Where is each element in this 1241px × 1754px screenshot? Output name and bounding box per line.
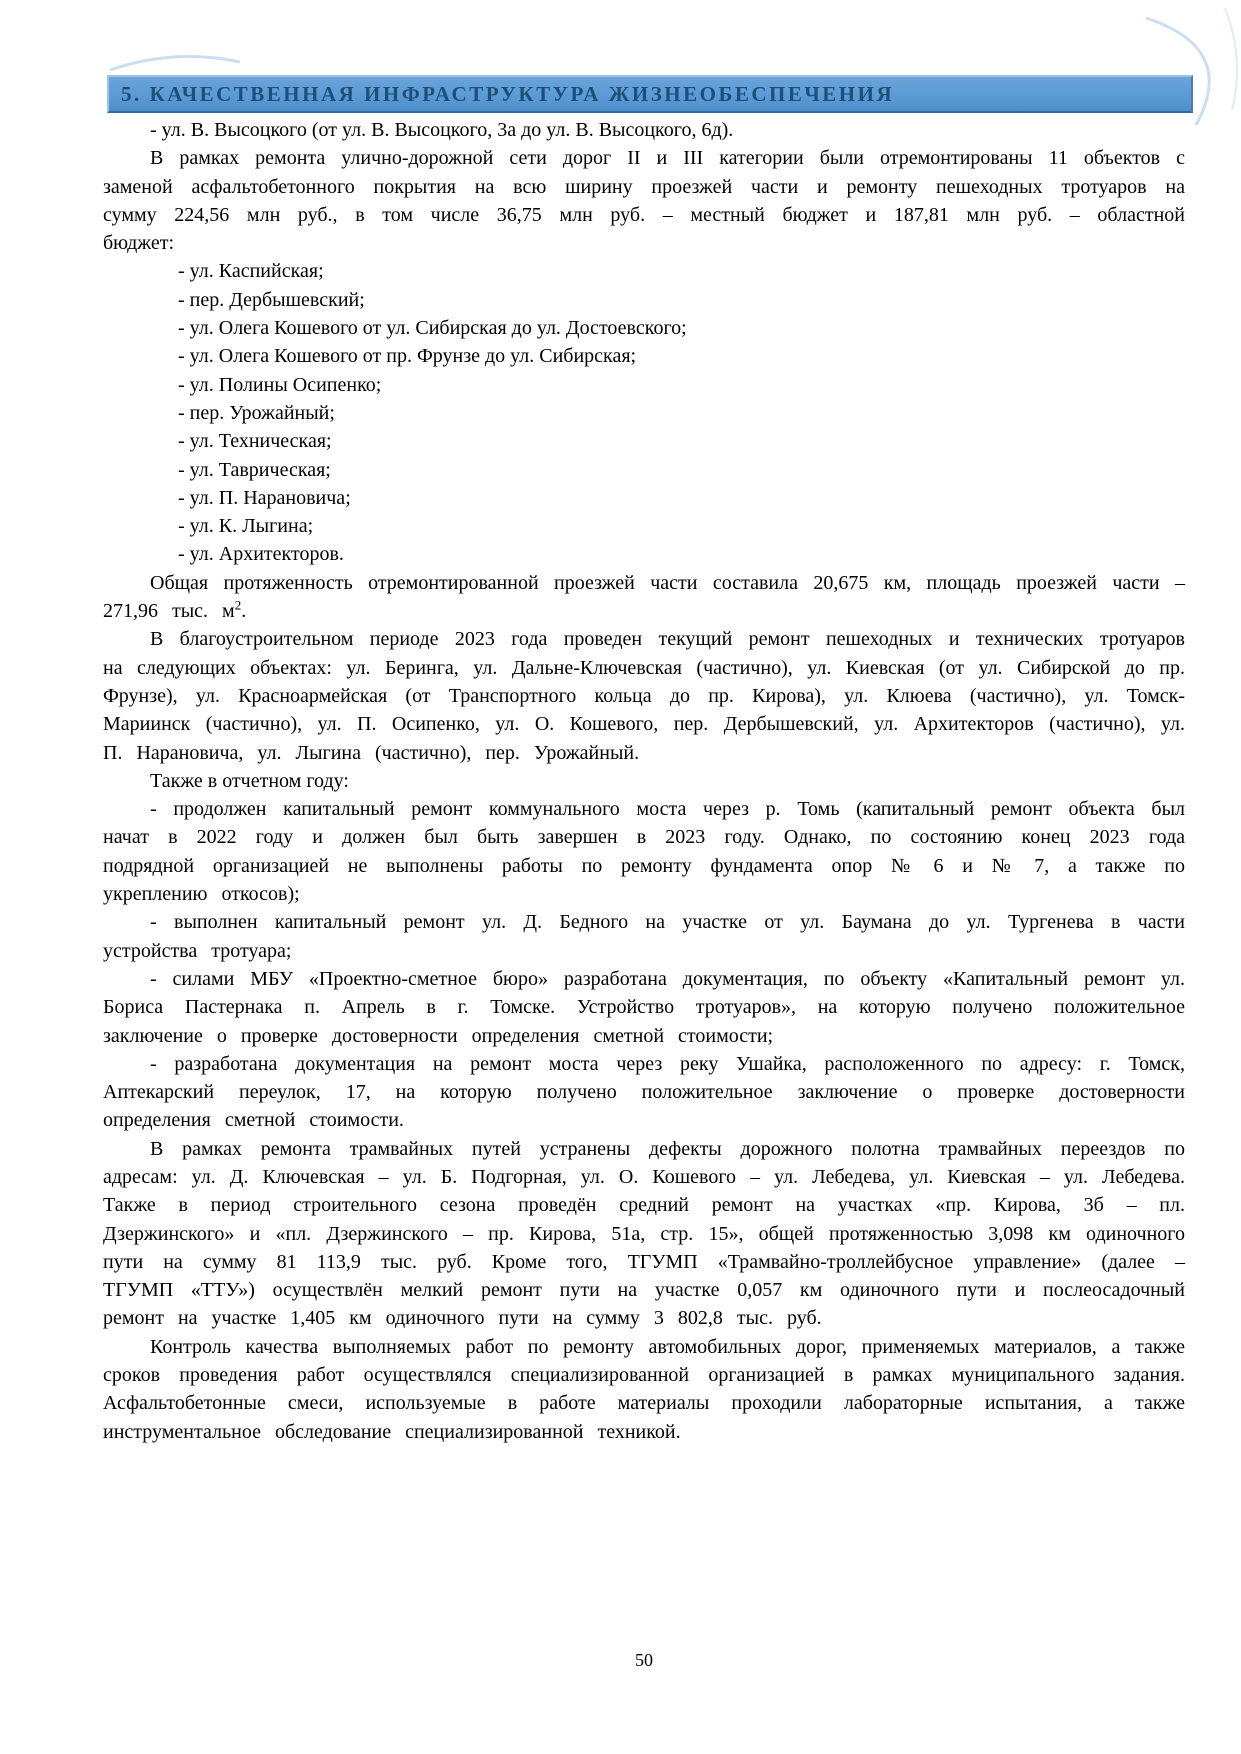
section-header-banner [107, 75, 1193, 113]
paragraph-quality-control: Контроль качества выполняемых работ по ремонту автомобильных дорог, применяемых материалов, а также сроков проведения работ осуществлялся специализированной организацией в рамках муниципального задания. Асфальтобетонные смеси, используемые в работе материалы проходили лабораторные испытания, а также инструментальное обследование специализированной техникой. [103, 1335, 1185, 1443]
street-list-item: - ул. Полины Осипенко; [178, 373, 382, 396]
paragraph-road-repair-intro: В рамках ремонта улично-дорожной сети дорог II и III категории были отремонтированы 11 объектов с заменой асфальтобетонного покрытия на всю ширину проезжей части и ремонту пешеходных тротуаров на сумму 224,56 млн руб., в том числе 36,75 млн руб. – местный бюджет и 187,81 млн руб. – областной бюджет: [103, 147, 1185, 255]
square-meter-superscript: 2 [234, 597, 242, 613]
paragraph-tram-track-repair: В рамках ремонта трамвайных путей устранены дефекты дорожного полотна трамвайных переездов по адресам: ул. Д. Ключевская – ул. Б. Подгорная, ул. О. Кошевого – ул. Лебедева, ул. Киевская – ул. Лебедева. Также в период строительного сезона проведён средний ремонт на участках «пр. Кирова, 3б – пл. Дзержинского» и «пл. Дзержинского – пр. Кирова, 51а, стр. 15», общей протяженностью 3,098 км одиночного пути на сумму 81 113,9 тыс. руб. Кроме того, ТГУМП «Трамвайно-троллейбусное управление» (далее – ТГУМП «ТТУ») осуществлён мелкий ремонт пути на участке 0,057 км одиночного пути и послеосадочный ремонт на участке 1,405 км одиночного пути на сумму 3 802,8 тыс. руб. [103, 1137, 1185, 1330]
street-list-item: - ул. Каспийская; [178, 260, 324, 283]
total-length-tail: . [241, 600, 247, 623]
paragraph-also-in-reporting-year: Также в отчетном году: [150, 769, 349, 792]
street-list-item: - ул. Таврическая; [178, 458, 331, 481]
street-list-item: - ул. Олега Кошевого от пр. Фрунзе до ул. Сибирская; [178, 345, 637, 368]
section-header-title: 5. КАЧЕСТВЕННАЯ ИНФРАСТРУКТУРА ЖИЗНЕОБЕСПЕЧЕНИЯ [121, 81, 895, 106]
street-list-item: - ул. Олега Кошевого от ул. Сибирская до ул. Достоевского; [178, 317, 687, 340]
paragraph-sidewalk-repair: В благоустроительном периоде 2023 года проведен текущий ремонт пешеходных и технических тротуаров на следующих объектах: ул. Беринга, ул. Дальне-Ключевская (частично), ул. Киевская (от ул. Сибирской до пр. Фрунзе), ул. Красноармейская (от Транспортного кольца до пр. Кирова), ул. Клюева (частично), ул. Томск-Мариинск (частично), ул. П. Осипенко, ул. О. Кошевого, пер. Дербышевский, ул. Архитекторов (частично), ул. П. Нарановича, ул. Лыгина (частично), пер. Урожайный. [103, 628, 1185, 764]
street-list [103, 257, 1185, 568]
bullet-bridge-repair: - продолжен капитальный ремонт коммунального моста через р. Томь (капитальный ремонт объекта был начат в 2022 году и должен был быть завершен в 2023 году. Однако, по состоянию конец 2023 года подрядной организацией не выполнены работы по ремонту фундамента опор № 6 и № 7, а также по укреплению откосов); [103, 798, 1185, 906]
document-body [103, 116, 1185, 1446]
street-list-item: - пер. Урожайный; [178, 401, 335, 424]
paragraph-total-length [103, 569, 1185, 626]
street-list-item: - ул. Архитекторов. [178, 543, 344, 566]
bullet-psb-documentation: - силами МБУ «Проектно-сметное бюро» разработана документация, по объекту «Капитальный ремонт ул. Бориса Пастернака п. Апрель в г. Томске. Устройство тротуаров», на которую получено положительное заключение о проверке достоверности определения сметной стоимости; [103, 967, 1185, 1047]
street-list-item: - ул. К. Лыгина; [178, 515, 314, 538]
street-list-item: - пер. Дербышевский; [178, 288, 365, 311]
street-list-item: - ул. Техническая; [178, 430, 332, 453]
page-number: 50 [635, 1650, 653, 1670]
total-length-text: Общая протяженность отремонтированной проезжей части составила 20,675 км, площадь проезжей части – 271,96 тыс. м [103, 571, 1185, 623]
bullet-bedny-street-repair: - выполнен капитальный ремонт ул. Д. Бедного на участке от ул. Баумана до ул. Тургенева в части устройства тротуара; [103, 911, 1185, 962]
paragraph-vysotsky-street: - ул. В. Высоцкого (от ул. В. Высоцкого, 3а до ул. В. Высоцкого, 6д). [150, 119, 734, 141]
bullet-ushayka-bridge-documentation: - разработана документация на ремонт моста через реку Ушайка, расположенного по адресу: г. Томск, Аптекарский переулок, 17, на которую получено положительное заключение о проверке достоверности определения сметной стоимости. [103, 1052, 1185, 1132]
street-list-item: - ул. П. Нарановича; [178, 486, 351, 509]
